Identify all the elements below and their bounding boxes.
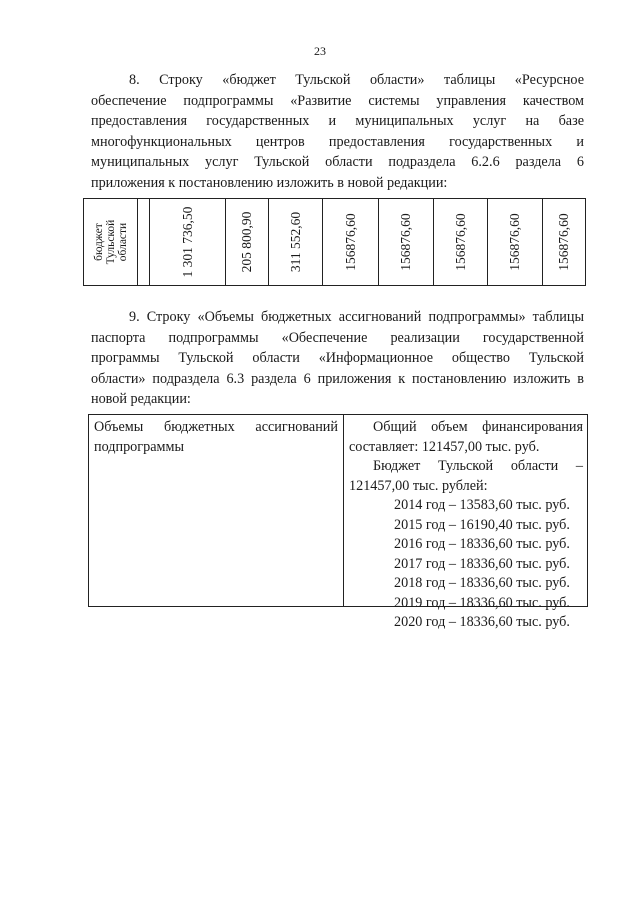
budget-table-value-cell bbox=[226, 199, 269, 285]
budget-table-value: 156876,60 bbox=[398, 213, 413, 271]
budget-table-value: 156876,60 bbox=[556, 213, 571, 271]
section-9-line: программы Тульской области «Информационное общество Тульской bbox=[91, 350, 584, 366]
section-8-line: многофункциональных центров предоставления государственных и bbox=[91, 133, 584, 150]
section-9-line: области» подраздела 6.3 раздела 6 приложения к постановлению изложить в bbox=[91, 370, 584, 387]
allocation-year-line: 2017 год – 18336,60 тыс. руб. bbox=[394, 555, 570, 572]
budget-table-value-cell bbox=[150, 199, 226, 285]
section-8-line: 8. Строку «бюджет Тульской области» таблицы «Ресурсное bbox=[129, 72, 584, 88]
page-number: 23 bbox=[314, 44, 326, 58]
budget-table bbox=[83, 198, 586, 286]
budget-table-value-cell bbox=[379, 199, 434, 285]
section-9-paragraph bbox=[91, 307, 584, 410]
section-8-paragraph bbox=[91, 70, 584, 193]
budget-table-spacer-cell bbox=[138, 199, 150, 285]
budget-table-value-cell bbox=[269, 199, 323, 285]
budget-table-value: 205 800,90 bbox=[239, 211, 254, 273]
allocation-value-line: Общий объем финансирования bbox=[373, 419, 583, 435]
budget-table-value-cell bbox=[434, 199, 488, 285]
allocation-label-line: подпрограммы bbox=[94, 438, 184, 455]
allocation-year-line: 2016 год – 18336,60 тыс. руб. bbox=[394, 536, 570, 552]
allocation-year-line: 2014 год – 13583,60 тыс. руб. bbox=[394, 497, 570, 513]
budget-table-value-cell bbox=[543, 199, 585, 285]
budget-table-header-cell bbox=[84, 199, 138, 285]
budget-table-value-cell bbox=[323, 199, 379, 285]
allocation-value-line: Бюджет Тульской области – bbox=[373, 458, 583, 474]
budget-table-value: 156876,60 bbox=[342, 213, 358, 271]
allocation-year-line: 2018 год – 18336,60 тыс. руб. bbox=[394, 575, 570, 591]
budget-table-header-label: бюджет Тульской области bbox=[92, 219, 129, 265]
budget-table-value: 156876,60 bbox=[452, 213, 468, 271]
allocation-value-line: 121457,00 тыс. рублей: bbox=[349, 477, 488, 494]
budget-table-value-cell bbox=[488, 199, 543, 285]
section-8-line: муниципальных услуг Тульской области подраздела 6.2.6 раздела 6 bbox=[91, 154, 584, 170]
section-8-line: предоставления государственных и муниципальных услуг на базе bbox=[91, 113, 584, 129]
allocation-table-label-cell bbox=[89, 415, 344, 606]
allocation-year-line: 2019 год – 18336,60 тыс. руб. bbox=[394, 594, 570, 611]
allocation-year-line: 2020 год – 18336,60 тыс. руб. bbox=[394, 614, 570, 630]
section-9-line: паспорта подпрограммы «Обеспечение реализации государственной bbox=[91, 329, 584, 346]
section-8-line: обеспечение подпрограммы «Развитие системы управления качеством bbox=[91, 92, 584, 109]
budget-table-value: 311 552,60 bbox=[287, 211, 303, 273]
allocation-table-value-cell bbox=[344, 415, 587, 630]
allocation-year-line: 2015 год – 16190,40 тыс. руб. bbox=[394, 516, 570, 533]
section-8-line: приложения к постановлению изложить в новой редакции: bbox=[91, 174, 448, 191]
budget-table-value: 156876,60 bbox=[507, 213, 522, 271]
allocation-value-line: составляет: 121457,00 тыс. руб. bbox=[349, 438, 540, 455]
section-9-line: 9. Строку «Объемы бюджетных ассигнований подпрограммы» таблицы bbox=[129, 309, 584, 325]
budget-table-value: 1 301 736,50 bbox=[179, 206, 195, 278]
allocation-label-line: Объемы бюджетных ассигнований bbox=[94, 419, 338, 435]
allocation-table bbox=[88, 414, 588, 630]
section-9-line: новой редакции: bbox=[91, 391, 191, 407]
